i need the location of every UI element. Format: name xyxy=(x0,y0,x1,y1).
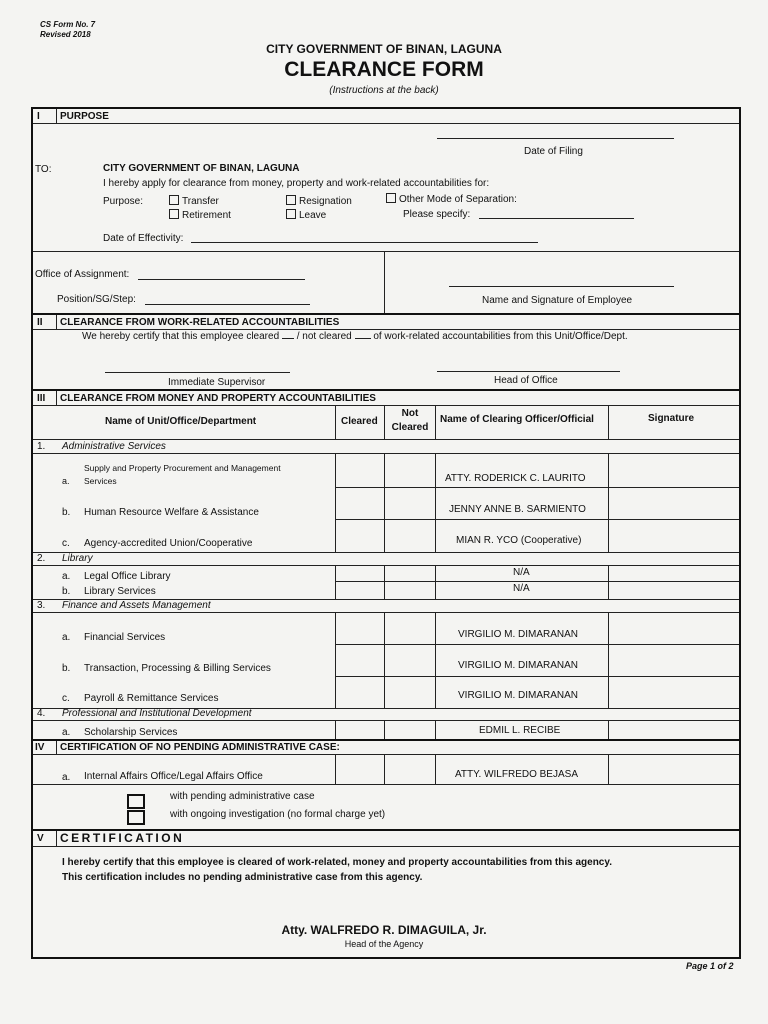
g5-col-4 xyxy=(608,754,609,784)
pending-case-checkbox[interactable] xyxy=(127,794,145,809)
table-header-bottom xyxy=(33,439,739,440)
g5-col-2 xyxy=(384,754,385,784)
col-line-3 xyxy=(435,405,436,439)
section-3-title: CLEARANCE FROM MONEY AND PROPERTY ACCOUNTABILITIES xyxy=(60,393,376,404)
sec3-divider xyxy=(56,391,57,405)
certification-line-1: I hereby certify that this employee is cleared of work-related, money and property accountabilities from this agency. xyxy=(62,857,612,868)
sec4-header-line xyxy=(33,754,739,755)
group-2-line xyxy=(33,565,739,566)
row-3b-officer: VIRGILIO M. DIMARANAN xyxy=(458,660,579,671)
employee-signature-line[interactable] xyxy=(449,286,674,287)
row-3b-name: Transaction, Processing & Billing Services xyxy=(84,663,271,674)
sec4-top-line xyxy=(33,739,739,741)
g1-col-3 xyxy=(435,453,436,552)
other-mode-checkbox[interactable] xyxy=(386,193,396,203)
sec3-top-line xyxy=(33,389,739,391)
supervisor-label: Immediate Supervisor xyxy=(168,377,266,388)
sec2-header-line xyxy=(33,329,739,330)
g4-col-3 xyxy=(435,720,436,740)
frame-top xyxy=(31,107,741,109)
g3-col-3 xyxy=(435,612,436,709)
section-5-title: CERTIFICATION xyxy=(60,831,185,845)
sec1-vertical-split xyxy=(384,251,385,313)
transfer-option[interactable] xyxy=(169,195,219,207)
ongoing-investigation-label: with ongoing investigation (no formal charge yet) xyxy=(170,809,386,820)
g2-col-3 xyxy=(435,565,436,599)
row-iv-name: Internal Affairs Office/Legal Affairs Office xyxy=(84,771,263,782)
group-4-line xyxy=(33,720,739,721)
g3-col-4 xyxy=(608,612,609,709)
row-1a-officer: ATTY. RODERICK C. LAURITO xyxy=(445,473,586,484)
group-3-title: Finance and Assets Management xyxy=(62,600,211,611)
section-2-number: II xyxy=(37,317,43,328)
g1-col-1 xyxy=(335,453,336,552)
position-field[interactable] xyxy=(145,304,310,305)
g3-col-2 xyxy=(384,612,385,709)
col-header-not-cleared: Cleared xyxy=(391,422,429,433)
date-effectivity-field[interactable] xyxy=(191,242,538,243)
row-3a-officer: VIRGILIO M. DIMARANAN xyxy=(458,629,579,640)
g5-col-1 xyxy=(335,754,336,784)
resignation-option[interactable] xyxy=(286,195,352,207)
certify-part-c: of work-related accountabilities from this Unit/Office/Dept. xyxy=(373,331,628,342)
certification-line-2: This certification includes no pending administrative case from this agency. xyxy=(62,872,423,883)
g4-col-1 xyxy=(335,720,336,740)
not-cleared-blank[interactable] xyxy=(355,338,371,339)
section-2-title: CLEARANCE FROM WORK-RELATED ACCOUNTABILITIES xyxy=(60,317,340,328)
row-1c-name: Agency-accredited Union/Cooperative xyxy=(84,538,253,549)
instructions-note: (Instructions at the back) xyxy=(329,85,439,96)
row-iv-officer: ATTY. WILFREDO BEJASA xyxy=(455,769,578,780)
retirement-checkbox[interactable] xyxy=(169,209,179,219)
g3-col-1 xyxy=(335,612,336,709)
row-iv-line xyxy=(33,784,739,785)
row-3c-letter: c. xyxy=(62,693,70,704)
transfer-checkbox[interactable] xyxy=(169,195,179,205)
g2-col-4 xyxy=(608,565,609,599)
col-header-unit: Name of Unit/Office/Department xyxy=(105,416,257,427)
group-2-title: Library xyxy=(62,553,93,564)
row-3c-officer: VIRGILIO M. DIMARANAN xyxy=(458,690,579,701)
transfer-label: Transfer xyxy=(182,196,219,207)
row-1c-line xyxy=(33,552,739,553)
row-3b-letter: b. xyxy=(62,663,71,674)
retirement-label: Retirement xyxy=(182,210,231,221)
col-line-1 xyxy=(335,405,336,439)
other-mode-label: Other Mode of Separation: xyxy=(399,194,517,205)
row-3b-line xyxy=(335,676,739,677)
row-1b-letter: b. xyxy=(62,507,71,518)
section-4-title: CERTIFICATION OF NO PENDING ADMINISTRATIVE CASE: xyxy=(60,742,340,753)
row-2a-letter: a. xyxy=(62,571,71,582)
col-header-not: Not xyxy=(401,408,419,419)
row-1b-name: Human Resource Welfare & Assistance xyxy=(84,507,259,518)
date-filing-label: Date of Filing xyxy=(524,146,583,157)
page-indicator: Page 1 of 2 xyxy=(686,961,734,971)
frame-right xyxy=(739,107,741,959)
frame-bottom xyxy=(31,957,741,959)
sec5-divider xyxy=(56,831,57,846)
row-3a-name: Financial Services xyxy=(84,632,166,643)
sec1-divider xyxy=(56,109,57,123)
leave-option[interactable] xyxy=(286,209,326,221)
row-1a-line1: Supply and Property Procurement and Management xyxy=(84,463,281,473)
office-assignment-field[interactable] xyxy=(138,279,305,280)
sec1-mid-line xyxy=(33,251,739,252)
row-2b-officer: N/A xyxy=(513,583,530,594)
date-effectivity-label: Date of Effectivity: xyxy=(103,233,184,244)
agency-head-name: Atty. WALFREDO R. DIMAGUILA, Jr. xyxy=(281,923,487,937)
sec3-header-line xyxy=(33,405,739,406)
row-2b-letter: b. xyxy=(62,586,71,597)
row-2a-name: Legal Office Library xyxy=(84,571,171,582)
row-4a-name: Scholarship Services xyxy=(84,727,178,738)
head-office-label: Head of Office xyxy=(494,375,558,386)
leave-label: Leave xyxy=(299,210,327,221)
frame-left xyxy=(31,107,33,959)
row-1c-letter: c. xyxy=(62,538,70,549)
to-label: TO: xyxy=(35,164,52,175)
section-1-title: PURPOSE xyxy=(60,111,109,122)
pending-case-label: with pending administrative case xyxy=(170,791,315,802)
row-1a-line xyxy=(335,487,739,488)
sec2-divider xyxy=(56,315,57,329)
row-4a-letter: a. xyxy=(62,727,71,738)
row-1b-line xyxy=(335,519,739,520)
row-1c-officer: MIAN R. YCO (Cooperative) xyxy=(456,535,582,546)
row-1b-officer: JENNY ANNE B. SARMIENTO xyxy=(449,504,586,515)
retirement-option[interactable] xyxy=(169,209,231,221)
employee-signature-label: Name and Signature of Employee xyxy=(482,295,633,306)
g2-col-2 xyxy=(384,565,385,599)
col-header-signature: Signature xyxy=(648,413,695,424)
section-4-number: IV xyxy=(35,742,45,753)
office-assignment-label: Office of Assignment: xyxy=(35,269,130,280)
ongoing-investigation-checkbox[interactable] xyxy=(127,810,145,825)
supervisor-signature-line[interactable] xyxy=(105,372,290,373)
group-2-number: 2. xyxy=(37,553,46,564)
group-1-number: 1. xyxy=(37,441,46,452)
col-header-officer: Name of Clearing Officer/Official xyxy=(440,414,594,425)
g1-col-4 xyxy=(608,453,609,552)
row-1a-letter: a. xyxy=(62,476,70,486)
sec4-divider xyxy=(56,741,57,754)
certify-part-b: / not cleared xyxy=(296,331,352,342)
revision-label: Revised 2018 xyxy=(40,30,91,39)
resignation-label: Resignation xyxy=(299,196,352,207)
agency-name: CITY GOVERNMENT OF BINAN, LAGUNA xyxy=(266,42,502,56)
resignation-checkbox[interactable] xyxy=(286,195,296,205)
g4-col-2 xyxy=(384,720,385,740)
section-3-number: III xyxy=(37,393,46,404)
row-1a-line2: Services xyxy=(84,476,117,486)
cleared-blank[interactable] xyxy=(282,338,294,339)
date-filing-line xyxy=(437,138,674,139)
certify-statement xyxy=(82,331,628,342)
row-2b-name: Library Services xyxy=(84,586,156,597)
apply-statement: I hereby apply for clearance from money, property and work-related accountabilities for: xyxy=(103,178,490,189)
group-4-title: Professional and Institutional Development xyxy=(62,708,252,719)
group-1-line xyxy=(33,453,739,454)
section-5-number: V xyxy=(37,833,44,844)
row-iv-letter: a. xyxy=(62,772,71,783)
sec5-header-line xyxy=(33,846,739,847)
sec2-top-line xyxy=(33,313,739,315)
sec1-header-line xyxy=(33,123,739,124)
purpose-label: Purpose: xyxy=(103,196,144,207)
form-number: CS Form No. 7 xyxy=(40,20,96,29)
col-line-4 xyxy=(608,405,609,439)
position-label: Position/SG/Step: xyxy=(57,294,136,305)
g2-col-1 xyxy=(335,565,336,599)
leave-checkbox[interactable] xyxy=(286,209,296,219)
page-title: CLEARANCE FORM xyxy=(284,58,484,81)
g1-col-2 xyxy=(384,453,385,552)
row-4a-officer: EDMIL L. RECIBE xyxy=(479,725,561,736)
head-office-signature-line[interactable] xyxy=(437,371,620,372)
row-3a-letter: a. xyxy=(62,632,71,643)
group-1-title: Administrative Services xyxy=(62,441,166,452)
row-2a-officer: N/A xyxy=(513,567,530,578)
group-3-number: 3. xyxy=(37,600,46,611)
g5-col-3 xyxy=(435,754,436,784)
certify-part-a: We hereby certify that this employee cleared xyxy=(82,331,280,342)
col-header-cleared: Cleared xyxy=(341,416,378,427)
row-3a-line xyxy=(335,644,739,645)
to-recipient: CITY GOVERNMENT OF BINAN, LAGUNA xyxy=(103,163,300,174)
section-1-number: I xyxy=(37,111,40,122)
other-mode-option[interactable] xyxy=(386,193,517,205)
row-2a-line xyxy=(335,581,739,582)
please-specify-label: Please specify: xyxy=(403,209,471,220)
g4-col-4 xyxy=(608,720,609,740)
group-4-number: 4. xyxy=(37,708,46,719)
please-specify-field[interactable] xyxy=(479,218,634,219)
agency-head-title: Head of the Agency xyxy=(344,939,424,949)
row-3c-name: Payroll & Remittance Services xyxy=(84,693,219,704)
group-3-line xyxy=(33,612,739,613)
